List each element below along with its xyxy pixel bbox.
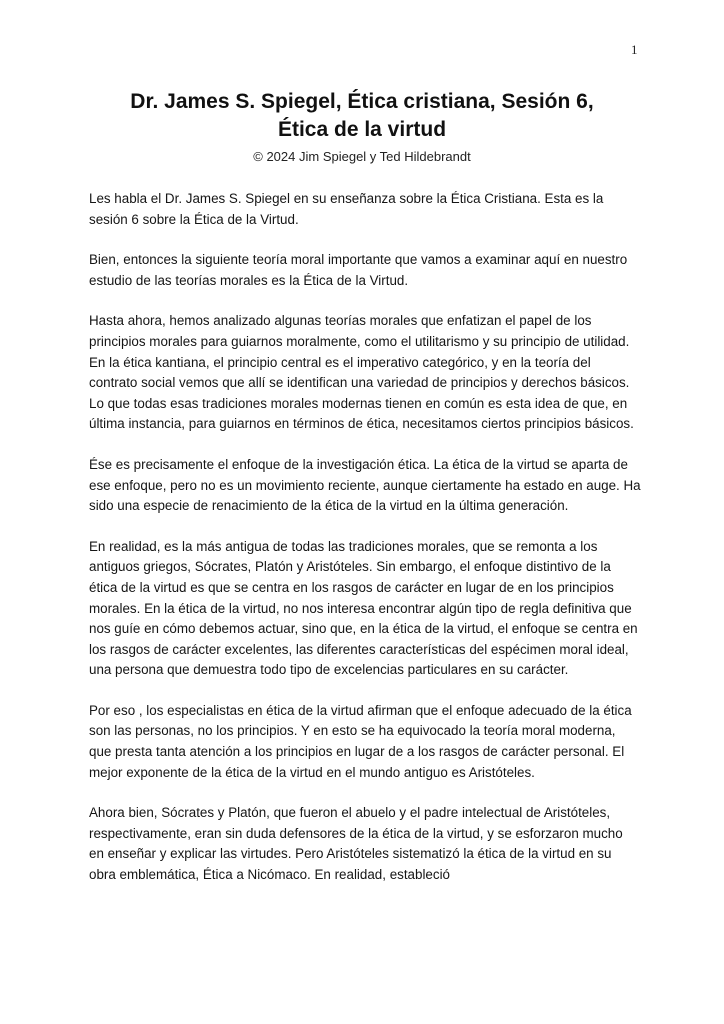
paragraph: Ése es precisamente el enfoque de la investigación ética. La ética de la virtud se aparta de ese enfoque, pero no es un movimiento reciente, aunque ciertamente ha estado en auge. Ha sido una especie de renacimiento de la ética de la virtud en la última generación. xyxy=(89,456,641,514)
document-body xyxy=(89,189,641,906)
paragraph: Hasta ahora, hemos analizado algunas teorías morales que enfatizan el papel de los principios morales para guiarnos moralmente, como el utilitarismo y su principio de utilidad. En la ética kantiana, el principio central es el imperativo categórico, y en la teoría del contrato social vemos que allí se identifican una variedad de principios y derechos básicos. Lo que todas esas tradiciones morales modernas tienen en común es esta idea de que, en última instancia, para guiarnos en términos de ética, necesitamos ciertos principios básicos. xyxy=(89,313,634,432)
paragraph: Bien, entonces la siguiente teoría moral importante que vamos a examinar aquí en nuestro estudio de las teorías morales es la Ética de la Virtud. xyxy=(89,252,628,288)
paragraph: En realidad, es la más antigua de todas las tradiciones morales, que se remonta a los antiguos griegos, Sócrates, Platón y Aristóteles. Sin embargo, el enfoque distintivo de la ética de la virtud es que se centra en los rasgos de carácter en lugar de en los principios morales. En la ética de la virtud, no nos interesa encontrar algún tipo de regla definitiva que nos guíe en cómo debemos actuar, sino que, en la ética de la virtud, el enfoque se centra en los rasgos de carácter excelentes, las diferentes características del espécimen moral ideal, una persona que demuestra todo tipo de excelencias particulares en su carácter. xyxy=(89,538,638,678)
title-line-1: Dr. James S. Spiegel, Ética cristiana, Sesión 6, xyxy=(130,90,594,113)
title-line-2: Ética de la virtud xyxy=(277,118,447,141)
document-header xyxy=(80,88,644,166)
paragraph: Les habla el Dr. James S. Spiegel en su enseñanza sobre la Ética Cristiana. Esta es la sesión 6 sobre la Ética de la Virtud. xyxy=(89,191,604,227)
copyright-line: © 2024 Jim Spiegel y Ted Hildebrandt xyxy=(253,149,471,164)
paragraph: Por eso , los especialistas en ética de la virtud afirman que el enfoque adecuado de la ética son las personas, no los principios. Y en esto se ha equivocado la teoría moral moderna, que presta tanta atención a los principios en lugar de a los rasgos de carácter personal. El mejor exponente de la ética de la virtud en el mundo antiguo es Aristóteles. xyxy=(89,702,632,780)
paragraph: Ahora bien, Sócrates y Platón, que fueron el abuelo y el padre intelectual de Aristóteles, respectivamente, eran sin duda defensores de la ética de la virtud, y se esforzaron mucho en enseñar y explicar las virtudes. Pero Aristóteles sistematizó la ética de la virtud en su obra emblemática, Ética a Nicómaco. En realidad, estableció xyxy=(89,805,623,883)
page-number: 1 xyxy=(631,42,638,57)
document-title xyxy=(80,88,644,144)
